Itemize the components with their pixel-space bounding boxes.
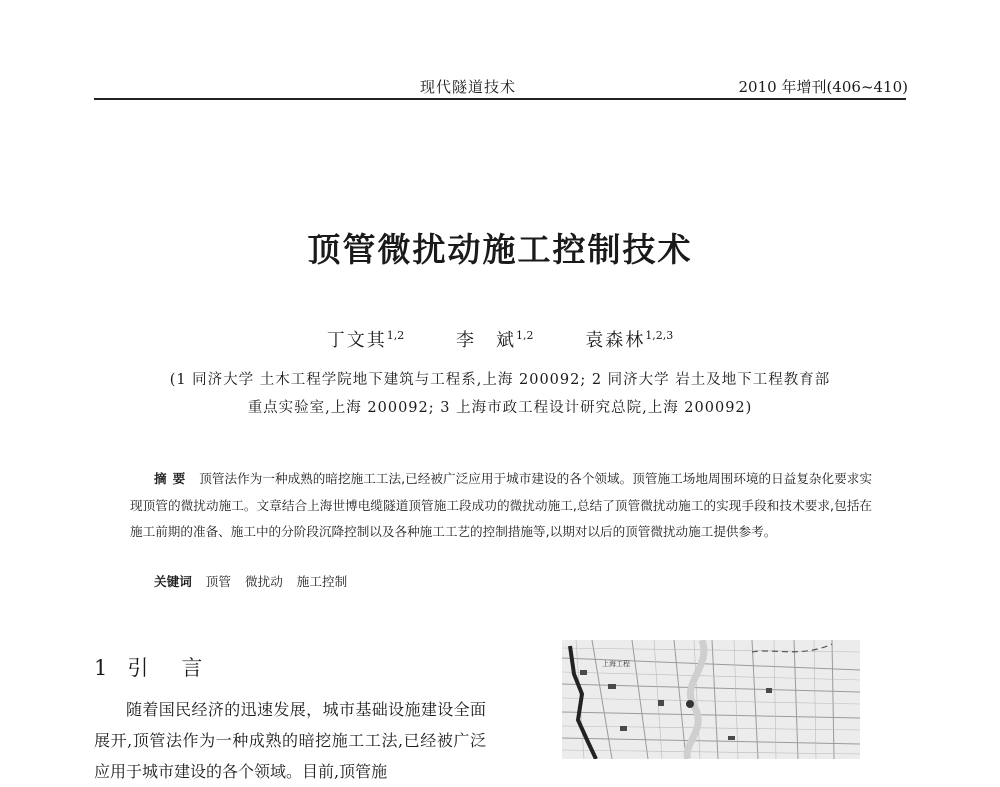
author <box>585 326 673 352</box>
author-affiliation-mark: 1,2,3 <box>645 329 674 342</box>
paragraph: 随着国民经济的迅速发展，城市基础设施建设全面展开,顶管法作为一种成熟的暗挖施工工法,已经被广泛应用于城市建设的各个领域。目前,顶管施 <box>94 700 486 781</box>
author <box>456 326 534 352</box>
map-label: 上海工程 <box>602 660 630 668</box>
keywords-label: 关键词 <box>154 574 192 589</box>
author <box>327 326 405 352</box>
section-number: 1 <box>94 656 114 680</box>
body-text <box>94 694 486 787</box>
abstract <box>130 466 872 546</box>
section-heading <box>94 652 208 682</box>
section-title: 引 言 <box>127 656 209 680</box>
affiliation-line: 重点实验室,上海 200092; 3 上海市政工程设计研究总院,上海 200092) <box>247 400 753 416</box>
map-figure <box>562 640 860 759</box>
author-affiliation-mark: 1,2 <box>516 329 534 342</box>
keywords <box>154 571 357 590</box>
author-list <box>0 326 1000 352</box>
author-name: 袁森林 <box>585 330 646 351</box>
author-affiliation-mark: 1,2 <box>386 329 405 342</box>
keyword: 微扰动 <box>245 574 283 589</box>
abstract-label: 摘要 <box>154 471 192 486</box>
paper-title: 顶管微扰动施工控制技术 <box>307 230 693 269</box>
header-rule <box>94 98 906 100</box>
author-name: 丁文其 <box>326 330 387 351</box>
author-name: 李 斌 <box>456 330 516 351</box>
issue-info: 2010 年增刊(406~410) <box>738 78 908 96</box>
map-illustration <box>562 640 860 759</box>
affiliation-line: (1 同济大学 土木工程学院地下建筑与工程系,上海 200092; 2 同济大学 岩土及地下工程教育部 <box>169 372 831 388</box>
keyword: 施工控制 <box>296 574 348 589</box>
abstract-text: 顶管法作为一种成熟的暗挖施工工法,已经被广泛应用于城市建设的各个领域。顶管施工场地周围环境的日益复杂化要求实现顶管的微扰动施工。文章结合上海世博电缆隧道顶管施工段成功的微扰动施工,总结了顶管微扰动施工的实现手段和技术要求,包括在施工前期的准备、施工中的分阶段沉降控制以及各种施工工艺的控制措施等,以期对以后的顶管微扰动施工提供参考。 <box>130 471 873 539</box>
keyword: 顶管 <box>205 574 231 589</box>
journal-name: 现代隧道技术 <box>420 78 517 96</box>
